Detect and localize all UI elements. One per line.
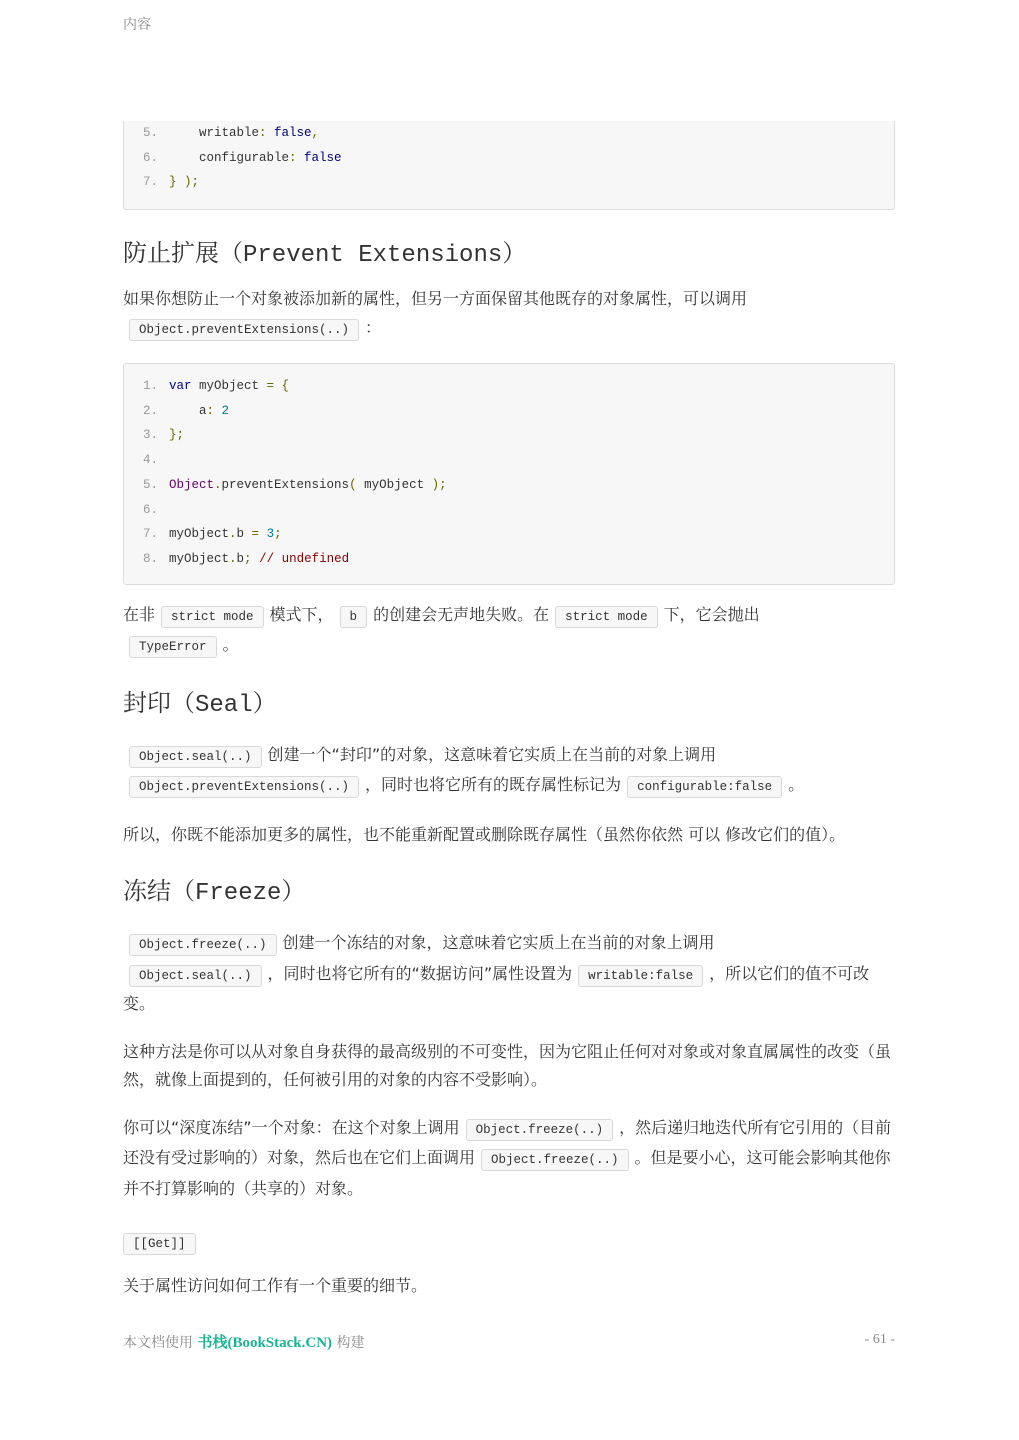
freeze-t3: ，所以它们的值不可改变。 [123,963,870,1014]
footer-credit [123,1331,365,1352]
seal-t2: ，同时也将它所有的既存属性标记为 [365,775,622,795]
code-text [169,374,289,399]
code-text [169,121,319,146]
code-block-2 [123,363,895,585]
para-prevent-text: 如果你想防止一个对象被添加新的属性，但另一方面保留其他既存的对象属性，可以调用 [123,289,748,309]
code-line [124,121,894,146]
code-token: , [311,126,320,140]
code-line [124,170,894,195]
code-token: . [214,477,222,492]
para-seal-1 [123,741,895,802]
code-text [169,423,184,448]
inline-code-b: b [340,606,368,628]
heading-prevent-extensions [123,233,895,269]
code-token: 2 [221,403,230,418]
code-line [124,423,894,448]
inline-code-typeerror: TypeError [129,636,217,658]
code-token: = { [266,379,290,394]
code-token: myObject [169,551,230,566]
inline-code-object-freeze-2: Object.freeze(..) [466,1119,614,1141]
code-token: 3 [266,527,275,542]
code-token: : [259,126,275,140]
code-block-1 [123,121,895,210]
strict-t4: 下，它会抛出 [663,604,760,624]
freeze-t1: 创建一个冻结的对象，这意味着它实质上在当前的对象上调用 [282,933,715,953]
code-token: myObject [191,379,267,394]
code-token: b [236,527,252,542]
strict-t3: 的创建会无声地失败。在 [373,604,550,624]
heading-seal-en: Seal [195,691,253,719]
footer-prefix: 本文档使用 [123,1335,198,1351]
code-token: Object [169,477,215,492]
code-token: preventExtensions [221,477,350,492]
code-token: myObject [364,477,432,492]
code-token: var [169,379,192,394]
strict-t2: 模式下， [269,604,334,624]
code-line [124,522,894,547]
code-token: ; [274,527,282,542]
code-token: false [304,150,342,165]
line-number: 8. [142,551,158,566]
freeze-p3-t3: 。但是要小心，这可能会影响其他你并不打算影响的（共享的）对象。 [123,1148,891,1198]
strict-t5: 。 [222,635,239,655]
code-text [169,547,349,572]
code-token: : [206,403,222,418]
code-token: = [251,527,267,542]
para-freeze-3 [123,1114,895,1204]
strict-t1: 在非 [123,604,156,624]
inline-code-writable-false: writable:false [578,965,703,987]
inline-code-get: [[Get]] [123,1233,196,1255]
code-token: myObject [169,527,230,542]
line-number: 1. [142,379,158,394]
para-seal-2: 所以，你既不能添加更多的属性，也不能重新配置或删除既存属性（虽然你依然 可以 修改它们的值）。 [123,824,846,844]
heading-seal-close: ） [252,688,277,717]
freeze-p3-t2: ，然后递归地迭代所有它引用的（目前还没有受过影响的）对象，然后也在它们上面调用 [123,1117,892,1168]
heading-prevent-close: ） [502,239,527,268]
heading-seal [123,683,895,719]
code-line [124,473,894,498]
inline-code-strict-mode-2: strict mode [555,606,658,628]
heading-seal-cn: 封印（ [123,688,195,717]
page-number: - 61 - [864,1332,895,1347]
inline-code-object-seal: Object.seal(..) [129,746,262,768]
line-number: 5. [142,477,158,492]
code-token: false [274,126,312,140]
code-text [169,170,199,195]
inline-code-object-freeze: Object.freeze(..) [129,934,277,956]
heading-freeze-close: ） [281,877,306,906]
code-line [124,399,894,424]
line-number: 6. [142,150,158,165]
inline-code-object-freeze-3: Object.freeze(..) [481,1149,629,1171]
code-text [169,473,447,498]
code-token: . [229,551,237,566]
code-line [124,448,894,473]
para-get-1: 关于属性访问如何工作有一个重要的细节。 [123,1275,428,1295]
inline-code-configurable-false: configurable:false [627,776,782,798]
code-token: ( [349,477,365,492]
document-content [123,121,895,1300]
para-get-heading [123,1228,895,1259]
heading-freeze-en: Freeze [195,880,282,908]
para-freeze-2: 这种方法是你可以从对象自身获得的最高级别的不可变性，因为它阻止任何对对象或对象直属属性的改变（虽然，就像上面提到的，任何被引用的对象的内容不受影响）。 [123,1041,892,1090]
inline-code-object-prevent-extensions-2: Object.preventExtensions(..) [129,776,359,798]
code-token: ); [431,477,447,492]
line-number: 3. [142,428,158,443]
inline-code-prevent-extensions: Object.preventExtensions(..) [129,319,359,341]
footer-suffix: 构建 [332,1335,365,1351]
freeze-p3-t1: 你可以“深度冻结”一个对象：在这个对象上调用 [123,1117,460,1137]
line-number: 4. [142,453,158,468]
code-text [169,146,342,171]
code-line [124,498,894,523]
line-number: 2. [142,403,158,418]
heading-freeze-cn: 冻结（ [123,877,195,906]
seal-t1: 创建一个“封印”的对象，这意味着它实质上在当前的对象上调用 [267,744,717,764]
line-number: 6. [142,502,158,517]
line-number: 7. [142,175,158,190]
code-token: writable [169,126,260,140]
line-number: 7. [142,527,158,542]
code-token: }; [169,428,185,443]
para-prevent-end: ： [365,317,382,337]
code-token: a [169,403,207,418]
code-token: b [236,551,245,566]
inline-code-strict-mode-1: strict mode [161,606,264,628]
code-line [124,374,894,399]
heading-prevent-cn: 防止扩展（ [123,239,243,268]
para-freeze-1 [123,929,895,1019]
code-line [124,547,894,572]
code-token: . [229,527,237,542]
code-token: // undefined [259,551,350,566]
para-strict-mode [123,601,895,662]
code-token: } ); [169,175,200,190]
code-line [124,146,894,171]
code-text [169,522,282,547]
code-text [169,399,229,424]
freeze-t2: ，同时也将它所有的“数据访问”属性设置为 [267,963,573,983]
line-number: 5. [142,126,158,140]
code-token: configurable [169,150,290,165]
code-token: : [289,150,305,165]
code-token: ; [244,551,260,566]
heading-prevent-en: Prevent Extensions [243,242,503,270]
footer-brand-link[interactable]: 书栈(BookStack.CN) [197,1335,333,1351]
header-label: 内容 [123,17,151,33]
para-prevent-intro [123,285,895,344]
seal-t3: 。 [788,775,805,795]
heading-freeze [123,871,895,907]
inline-code-object-seal-2: Object.seal(..) [129,965,262,987]
